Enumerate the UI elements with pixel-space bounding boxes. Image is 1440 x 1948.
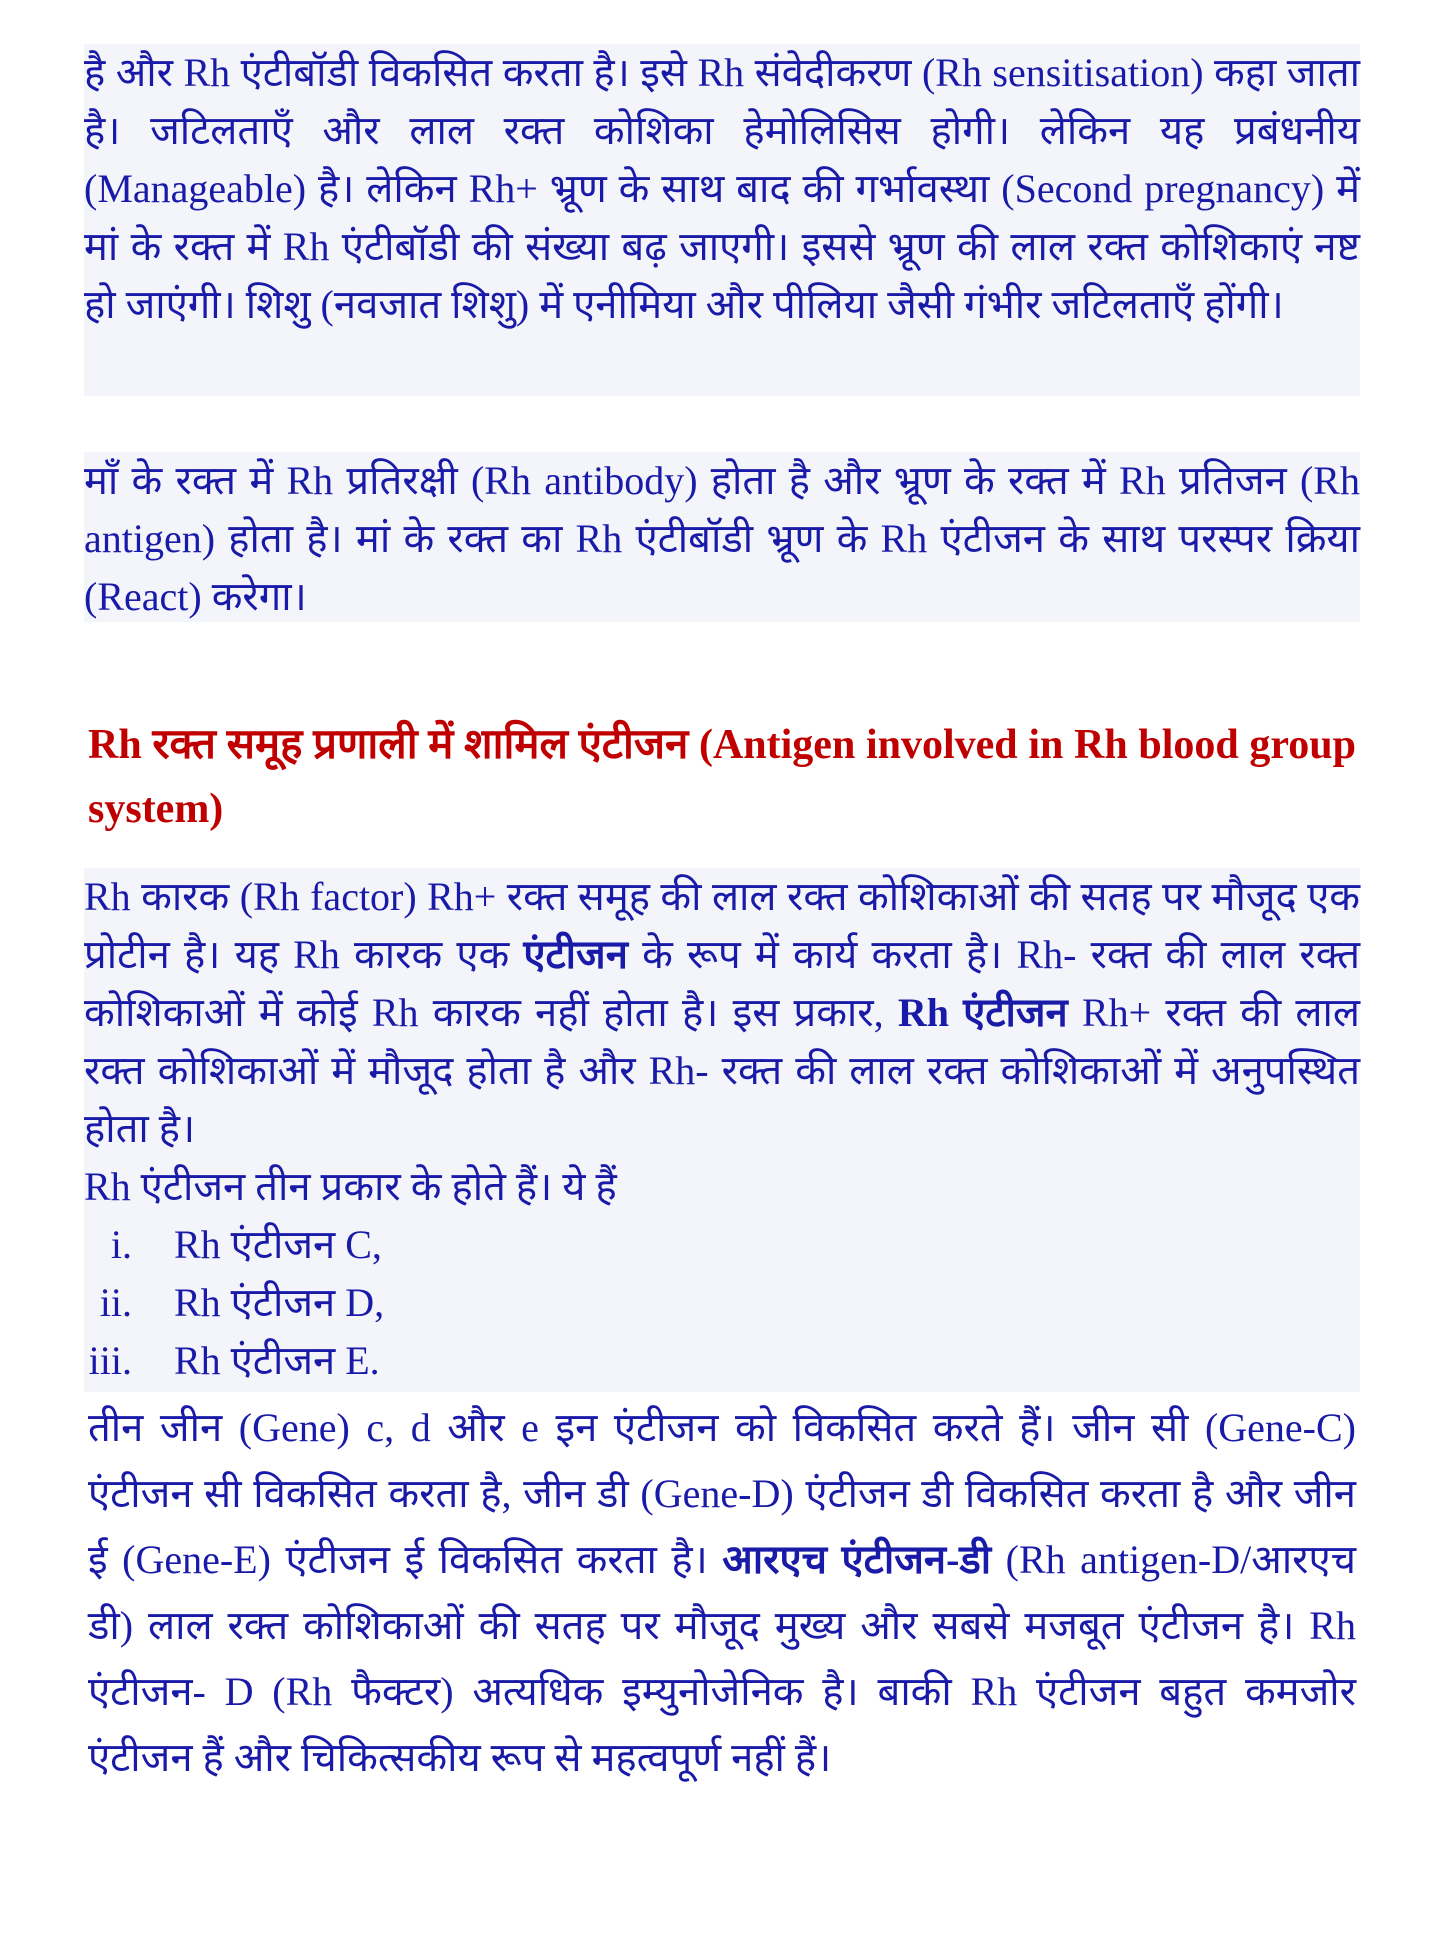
gene-text-2: (Rh antigen-D/आरएच डी) लाल रक्त कोशिकाओं की सतह पर मौजूद मुख्य और सबसे मजबूत एंटीजन है। Rh एंटीजन- D (Rh फैक्टर) अत्यधिक इम्युनोजेनिक है। बाकी Rh एंटीजन बहुत कमजोर एंटीजन हैं और चिकित्सकीय रूप से महत्वपूर्ण नहीं हैं। [88, 1537, 1356, 1780]
list-item-text: Rh एंटीजन D, [174, 1280, 385, 1325]
list-item-number: iii. [88, 1338, 132, 1383]
antibody-antigen-paragraph: माँ के रक्त में Rh प्रतिरक्षी (Rh antibody) होता है और भ्रूण के रक्त में Rh प्रतिजन (Rh antigen) होता है। मां के रक्त का Rh एंटीबॉडी भ्रूण के Rh एंटीजन के साथ परस्पर क्रिया (React) करेगा। [84, 458, 1360, 619]
rh-antigen-d-bold-term: आरएच एंटीजन-डी [722, 1537, 992, 1582]
list-item-text: Rh एंटीजन E. [174, 1338, 380, 1383]
rh-sensitisation-paragraph: है और Rh एंटीबॉडी विकसित करता है। इसे Rh संवेदीकरण (Rh sensitisation) कहा जाता है। जटिलताएँ और लाल रक्त कोशिका हेमोलिसिस होगी। लेकिन यह प्रबंधनीय (Manageable) है। लेकिन Rh+ भ्रूण के साथ बाद की गर्भावस्था (Second pregnancy) में मां के रक्त में Rh एंटीबॉडी की संख्या बढ़ जाएगी। इससे भ्रूण की लाल रक्त कोशिकाएं नष्ट हो जाएंगी। शिशु (नवजात शिशु) में एनीमिया और पीलिया जैसी गंभीर जटिलताएँ होंगी। [84, 50, 1360, 327]
rh-factor-text-2: के रूप में कार्य करता है। Rh- रक्त की लाल रक्त कोशिकाओं में कोई Rh कारक नहीं होता है। इस प्रकार, [84, 932, 1360, 1035]
antigen-types-intro: Rh एंटीजन तीन प्रकार के होते हैं। ये हैं [84, 1164, 617, 1209]
list-item [84, 1216, 1360, 1274]
rh-factor-text-3: Rh+ रक्त की लाल रक्त कोशिकाओं में मौजूद होता है और Rh- रक्त की लाल रक्त कोशिकाओं में अनुपस्थित होता है। [84, 990, 1361, 1151]
rh-factor-block [84, 868, 1360, 1392]
list-item-number: i. [110, 1222, 132, 1267]
list-item-number: ii. [99, 1280, 132, 1325]
list-item-text: Rh एंटीजन C, [174, 1222, 382, 1267]
antigen-bold-term: एंटीजन [523, 932, 628, 977]
gene-text-1: तीन जीन (Gene) c, d और e इन एंटीजन को विकसित करते हैं। जीन सी (Gene-C) एंटीजन सी विकसित करता है, जीन डी (Gene-D) एंटीजन डी विकसित करता है और जीन ई (Gene-E) एंटीजन ई विकसित करता है। [88, 1405, 1356, 1582]
rh-antigen-bold-term: Rh एंटीजन [897, 990, 1068, 1035]
list-item [84, 1332, 1360, 1390]
section-heading: Rh रक्त समूह प्रणाली में शामिल एंटीजन (Antigen involved in Rh blood group system) [88, 722, 1356, 832]
gene-paragraph [88, 1395, 1356, 1791]
rh-factor-paragraph [84, 868, 1360, 1158]
antibody-antigen-block [84, 452, 1360, 622]
rh-factor-text-1: Rh कारक (Rh factor) Rh+ रक्त समूह की लाल रक्त कोशिकाओं की सतह पर मौजूद एक प्रोटीन है। यह Rh कारक एक [84, 874, 1360, 977]
antigen-types-list [84, 1216, 1360, 1390]
list-item [84, 1274, 1360, 1332]
rh-sensitisation-block [84, 44, 1360, 396]
